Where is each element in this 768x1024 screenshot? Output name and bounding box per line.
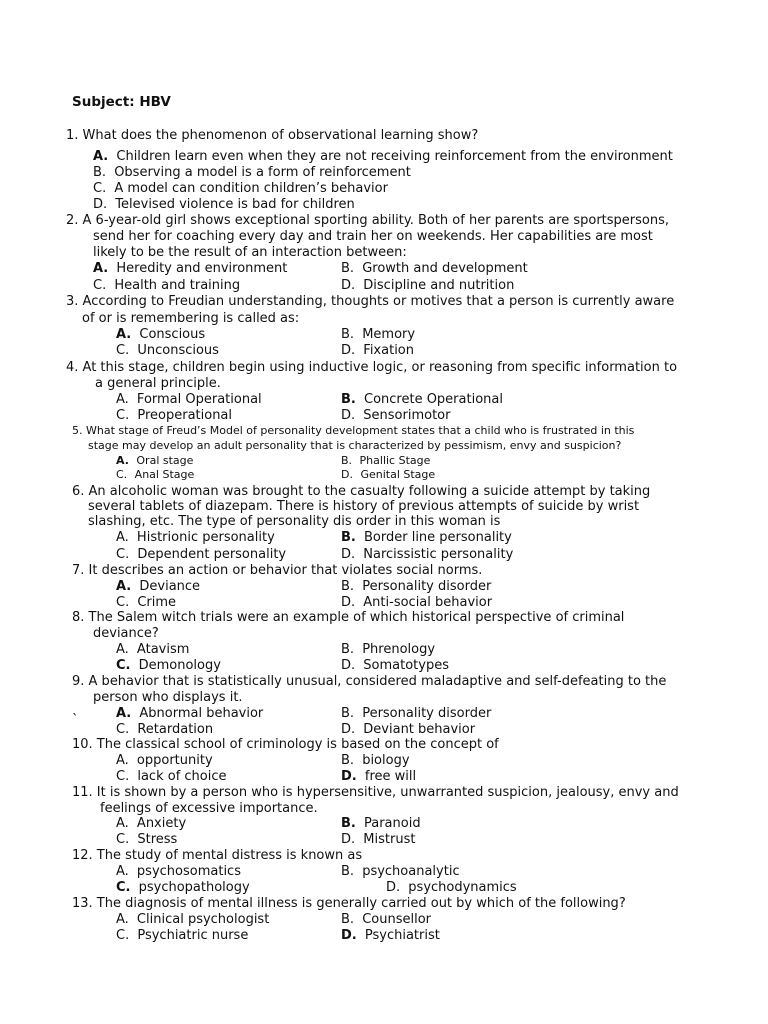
option-letter: B. — [341, 392, 356, 407]
question-11-text: 11. It is shown by a person who is hypersensitive, unwarranted suspicion, jealousy, envy and — [72, 785, 679, 800]
option-letter: C. — [116, 547, 130, 562]
option-letter: D. — [341, 343, 356, 358]
question-2-option-a — [93, 261, 287, 276]
option-text: Televised violence is bad for children — [111, 197, 355, 212]
subject-heading: Subject: HBV — [72, 94, 171, 110]
question-7-option-b — [341, 579, 491, 594]
option-letter: A. — [116, 454, 129, 467]
option-text: psychopathology — [134, 880, 250, 895]
question-10-option-b — [341, 753, 410, 768]
option-text: Observing a model is a form of reinforcement — [110, 165, 411, 180]
option-text: Personality disorder — [358, 706, 492, 721]
option-text: Discipline and nutrition — [359, 278, 515, 293]
option-letter: B. — [341, 642, 355, 657]
question-9-option-a — [116, 706, 263, 721]
question-8-option-d — [341, 658, 449, 673]
stray-mark: ` — [72, 713, 79, 728]
question-2-text: likely to be the result of an interaction between: — [93, 245, 407, 260]
option-text: Stress — [133, 832, 178, 847]
question-7-option-d — [341, 595, 492, 610]
option-letter: C. — [116, 880, 131, 895]
option-text: Preoperational — [133, 408, 233, 423]
option-letter: D. — [341, 832, 356, 847]
question-3-option-b — [341, 327, 415, 342]
question-13-option-c — [116, 928, 248, 943]
option-letter: C. — [116, 468, 128, 481]
option-letter: C. — [116, 408, 130, 423]
option-letter: D. — [341, 658, 356, 673]
option-letter: B. — [341, 327, 355, 342]
option-letter: A. — [116, 392, 129, 407]
option-letter: B. — [341, 753, 355, 768]
option-letter: A. — [116, 912, 129, 927]
option-text: Oral stage — [132, 454, 194, 467]
question-2-text: send her for coaching every day and train her on weekends. Her capabilities are most — [93, 229, 653, 244]
question-6-option-d — [341, 547, 513, 562]
option-text: Crime — [133, 595, 177, 610]
option-text: Histrionic personality — [132, 530, 275, 545]
option-letter: A. — [93, 261, 109, 276]
option-text: Conscious — [135, 327, 206, 342]
option-text: Border line personality — [359, 530, 512, 545]
question-5-text: 5. What stage of Freud’s Model of personality development states that a child who is frustrated in this — [72, 424, 635, 437]
question-8-text: deviance? — [93, 626, 159, 641]
question-13-option-d — [341, 928, 440, 943]
option-text: Phallic Stage — [356, 454, 431, 467]
option-text: Deviance — [135, 579, 201, 594]
option-text: Psychiatric nurse — [133, 928, 249, 943]
option-text: Dependent personality — [133, 547, 287, 562]
question-11-text: feelings of excessive importance. — [100, 801, 318, 816]
option-letter: C. — [116, 343, 130, 358]
option-text: free will — [360, 769, 417, 784]
option-text: Unconscious — [133, 343, 219, 358]
question-10-option-a — [116, 753, 213, 768]
question-3-text: 3. According to Freudian understanding, thoughts or motives that a person is currently aware — [66, 294, 675, 309]
question-8-option-c — [116, 658, 221, 673]
option-text: A model can condition children’s behavior — [110, 181, 388, 196]
option-letter: C. — [116, 658, 131, 673]
option-text: Formal Operational — [132, 392, 262, 407]
question-3-text: of or is remembering is called as: — [82, 311, 300, 326]
question-9-option-c — [116, 722, 213, 737]
question-9-option-b — [341, 706, 491, 721]
question-1-text: 1. What does the phenomenon of observational learning show? — [66, 128, 479, 143]
question-6-text: 6. An alcoholic woman was brought to the casualty following a suicide attempt by taking — [72, 484, 651, 499]
option-text: Personality disorder — [358, 579, 492, 594]
question-12-option-d — [386, 880, 517, 895]
question-5-text: stage may develop an adult personality that is characterized by pessimism, envy and suspicion? — [88, 439, 622, 452]
option-text: Narcissistic personality — [359, 547, 514, 562]
question-13-text: 13. The diagnosis of mental illness is generally carried out by which of the following? — [72, 896, 626, 911]
question-6-text: slashing, etc. The type of personality dis order in this woman is — [88, 514, 501, 529]
option-text: Phrenology — [358, 642, 436, 657]
question-11-option-b — [341, 816, 421, 831]
question-8-text: 8. The Salem witch trials were an example of which historical perspective of criminal — [72, 610, 625, 625]
option-letter: B. — [341, 706, 355, 721]
question-6-option-c — [116, 547, 286, 562]
question-1-option-a — [93, 149, 673, 164]
option-text: Psychiatrist — [360, 928, 440, 943]
option-text: Demonology — [134, 658, 221, 673]
option-letter: A. — [116, 753, 129, 768]
option-text: Fixation — [359, 343, 414, 358]
option-text: opportunity — [132, 753, 213, 768]
option-text: Genital Stage — [356, 468, 436, 481]
option-text: Children learn even when they are not receiving reinforcement from the environment — [112, 149, 673, 164]
question-12-option-b — [341, 864, 460, 879]
question-5-option-d — [341, 468, 435, 481]
option-letter: A. — [116, 864, 129, 879]
question-1-option-d — [93, 197, 355, 212]
question-6-option-a — [116, 530, 275, 545]
question-3-option-d — [341, 343, 414, 358]
option-letter: D. — [341, 928, 357, 943]
question-6-option-b — [341, 530, 512, 545]
question-8-option-a — [116, 642, 189, 657]
question-4-text: 4. At this stage, children begin using inductive logic, or reasoning from specific information to — [66, 360, 678, 375]
question-8-option-b — [341, 642, 435, 657]
option-letter: B. — [341, 912, 355, 927]
option-letter: D. — [341, 595, 356, 610]
option-letter: A. — [116, 579, 132, 594]
option-text: Mistrust — [359, 832, 416, 847]
option-text: Somatotypes — [359, 658, 449, 673]
option-letter: C. — [116, 595, 130, 610]
option-letter: C. — [93, 278, 107, 293]
option-letter: B. — [341, 530, 356, 545]
option-letter: C. — [116, 832, 130, 847]
option-text: Atavism — [132, 642, 190, 657]
option-text: psychoanalytic — [358, 864, 460, 879]
option-text: Heredity and environment — [112, 261, 288, 276]
question-12-option-c — [116, 880, 250, 895]
question-7-option-c — [116, 595, 176, 610]
question-2-option-b — [341, 261, 528, 276]
option-letter: D. — [341, 278, 356, 293]
option-letter: B. — [93, 165, 107, 180]
option-text: Anti-social behavior — [359, 595, 493, 610]
option-letter: B. — [341, 454, 353, 467]
question-9-option-d — [341, 722, 475, 737]
option-text: Health and training — [110, 278, 241, 293]
option-letter: C. — [116, 928, 130, 943]
question-5-option-a — [116, 454, 193, 467]
option-letter: D. — [93, 197, 108, 212]
option-text: lack of choice — [133, 769, 227, 784]
option-letter: D. — [341, 468, 353, 481]
question-10-option-c — [116, 769, 227, 784]
option-letter: B. — [341, 579, 355, 594]
option-letter: C. — [116, 769, 130, 784]
question-6-text: several tablets of diazepam. There is history of previous attempts of suicide by wrist — [88, 499, 640, 514]
question-10-option-d — [341, 769, 416, 784]
question-4-option-b — [341, 392, 503, 407]
question-2-option-c — [93, 278, 240, 293]
question-10-text: 10. The classical school of criminology is based on the concept of — [72, 737, 499, 752]
option-letter: C. — [116, 722, 130, 737]
option-letter: B. — [341, 816, 356, 831]
option-letter: B. — [341, 261, 355, 276]
option-text: Counsellor — [358, 912, 431, 927]
option-letter: D. — [341, 722, 356, 737]
question-4-option-a — [116, 392, 262, 407]
question-12-text: 12. The study of mental distress is known as — [72, 848, 363, 863]
question-11-option-d — [341, 832, 415, 847]
option-letter: D. — [386, 880, 401, 895]
option-text: Concrete Operational — [359, 392, 503, 407]
question-11-option-c — [116, 832, 177, 847]
question-9-text: person who displays it. — [93, 690, 243, 705]
question-4-text: a general principle. — [95, 376, 221, 391]
option-text: Sensorimotor — [359, 408, 451, 423]
question-13-option-b — [341, 912, 431, 927]
option-letter: A. — [116, 642, 129, 657]
option-text: Anal Stage — [131, 468, 195, 481]
option-text: Retardation — [133, 722, 214, 737]
option-letter: A. — [116, 327, 132, 342]
question-4-option-c — [116, 408, 232, 423]
option-letter: B. — [341, 864, 355, 879]
question-12-option-a — [116, 864, 241, 879]
option-text: psychodynamics — [404, 880, 517, 895]
option-letter: D. — [341, 408, 356, 423]
question-7-text: 7. It describes an action or behavior that violates social norms. — [72, 563, 483, 578]
option-text: Memory — [358, 327, 416, 342]
option-text: psychosomatics — [132, 864, 241, 879]
option-letter: D. — [341, 769, 357, 784]
option-letter: A. — [93, 149, 109, 164]
option-text: Abnormal behavior — [135, 706, 264, 721]
option-text: Deviant behavior — [359, 722, 476, 737]
option-text: Clinical psychologist — [132, 912, 270, 927]
question-2-option-d — [341, 278, 514, 293]
option-text: Paranoid — [359, 816, 421, 831]
option-text: Anxiety — [132, 816, 187, 831]
question-9-text: 9. A behavior that is statistically unusual, considered maladaptive and self-defeating to the — [72, 674, 667, 689]
question-5-option-b — [341, 454, 430, 467]
question-11-option-a — [116, 816, 186, 831]
question-13-option-a — [116, 912, 269, 927]
question-1-option-b — [93, 165, 411, 180]
option-letter: A. — [116, 816, 129, 831]
question-2-text: 2. A 6-year-old girl shows exceptional sporting ability. Both of her parents are sportspersons, — [66, 213, 670, 228]
question-3-option-a — [116, 327, 205, 342]
question-3-option-c — [116, 343, 219, 358]
option-text: Growth and development — [358, 261, 528, 276]
option-text: biology — [358, 753, 410, 768]
option-letter: C. — [93, 181, 107, 196]
question-4-option-d — [341, 408, 450, 423]
question-1-option-c — [93, 181, 388, 196]
option-letter: A. — [116, 530, 129, 545]
option-letter: D. — [341, 547, 356, 562]
option-letter: A. — [116, 706, 132, 721]
question-5-option-c — [116, 468, 194, 481]
question-7-option-a — [116, 579, 200, 594]
